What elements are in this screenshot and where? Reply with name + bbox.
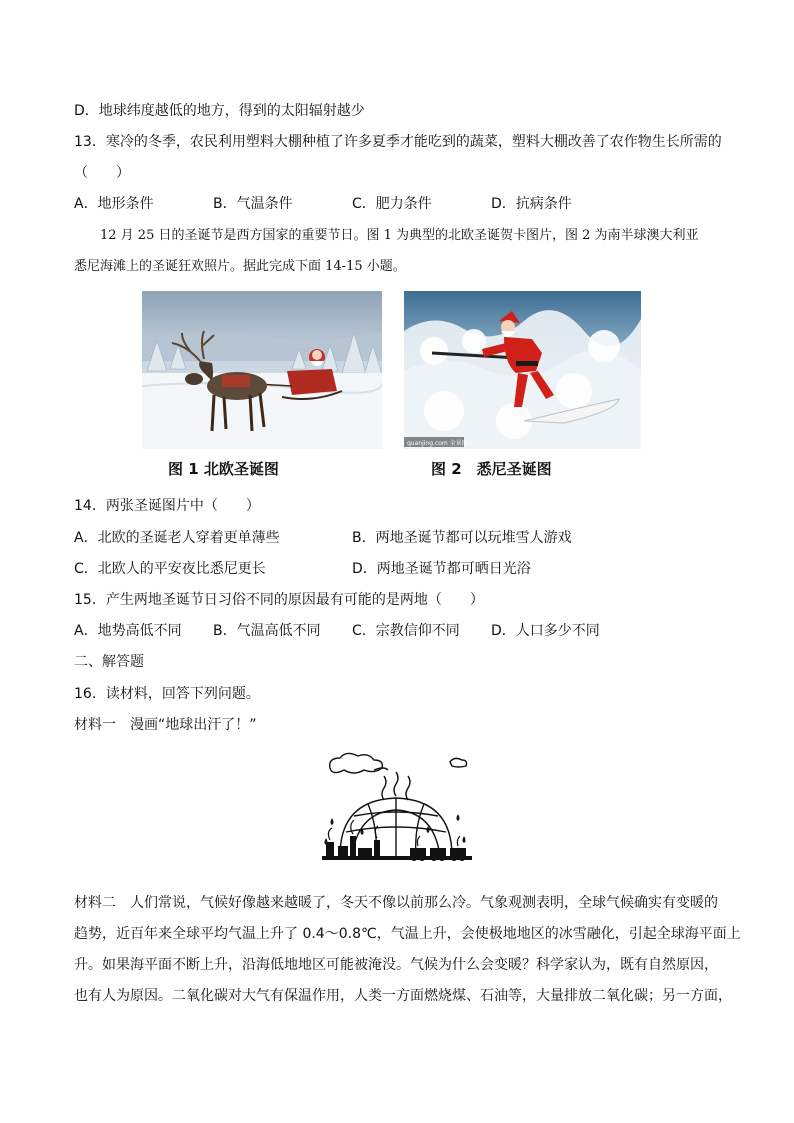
q14-stem: 14．两张圣诞图片中（ ）	[74, 498, 260, 514]
q15-stem: 15．产生两地圣诞节日习俗不同的原因最有可能的是两地（ ）	[74, 592, 484, 608]
material-2-line-2: 趋势，近百年来全球平均气温上升了 0.4～0.8℃，气温上升，会使极地地区的冰雪融化，引起全球海平面上	[74, 926, 741, 942]
q13-option-b: B．气温条件	[213, 196, 293, 212]
q14-option-b: B．两地圣诞节都可以玩堆雪人游戏	[352, 530, 572, 546]
q16-material-2	[74, 888, 741, 1012]
q15-option-a: A．地势高低不同	[74, 623, 182, 639]
earth-sweating-cartoon	[318, 748, 473, 878]
material-2-line-4: 也有人为原因。二氧化碳对大气有保温作用，人类一方面燃烧煤、石油等，大量排放二氧化碳；另一方面，	[74, 988, 732, 1004]
earth-sweating-icon	[318, 748, 473, 878]
q15-option-c: C．宗教信仰不同	[352, 623, 460, 639]
q15-option-b: B．气温高低不同	[213, 623, 321, 639]
q14-option-c: C．北欧人的平安夜比悉尼更长	[74, 561, 266, 577]
q12-option-d: D．地球纬度越低的地方，得到的太阳辐射越少	[74, 103, 365, 119]
q13-stem: 13．寒冷的冬季，农民利用塑料大棚种植了许多夏季才能吃到的蔬菜，塑料大棚改善了农作物生长所需的	[74, 134, 722, 150]
fig2-watermark: quanjing.com 全景图片	[407, 440, 474, 447]
figure-1-nordic-christmas-photo	[142, 291, 382, 449]
q13-paren: （ ）	[74, 165, 130, 181]
reindeer-sleigh-illustration	[142, 291, 382, 449]
material-2-line-3: 升。如果海平面不断上升，沿海低地地区可能被淹没。气候为什么会变暖？科学家认为，既有自然原因，	[74, 957, 718, 973]
intro-line-2: 悉尼海滩上的圣诞狂欢照片。据此完成下面 14-15 小题。	[74, 259, 406, 274]
q15-option-d: D．人口多少不同	[491, 623, 600, 639]
q16-stem: 16．读材料，回答下列问题。	[74, 686, 260, 702]
figure-2-sydney-christmas-photo	[404, 291, 641, 449]
section-2-title: 二、解答题	[74, 654, 144, 670]
figure-1-caption: 图 1 北欧圣诞图	[168, 460, 279, 478]
santa-surfing-illustration	[404, 291, 641, 449]
q13-option-c: C．肥力条件	[352, 196, 432, 212]
q14-option-a: A．北欧的圣诞老人穿着更单薄些	[74, 530, 280, 546]
intro-line-1: 12 月 25 日的圣诞节是西方国家的重要节日。图 1 为典型的北欧圣诞贺卡图片，图 2 为南半球澳大利亚	[100, 228, 699, 243]
material-2-line-1: 材料二 人们常说，气候好像越来越暖了，冬天不像以前那么冷。气象观测表明，全球气候确实有变暖的	[74, 895, 718, 911]
q14-option-d: D．两地圣诞节都可晒日光浴	[352, 561, 531, 577]
q13-option-d: D．抗病条件	[491, 196, 572, 212]
figure-2-caption: 图 2 悉尼圣诞图	[431, 460, 552, 478]
q13-option-a: A．地形条件	[74, 196, 154, 212]
q16-material-1: 材料一 漫画“地球出汗了！”	[74, 717, 257, 733]
